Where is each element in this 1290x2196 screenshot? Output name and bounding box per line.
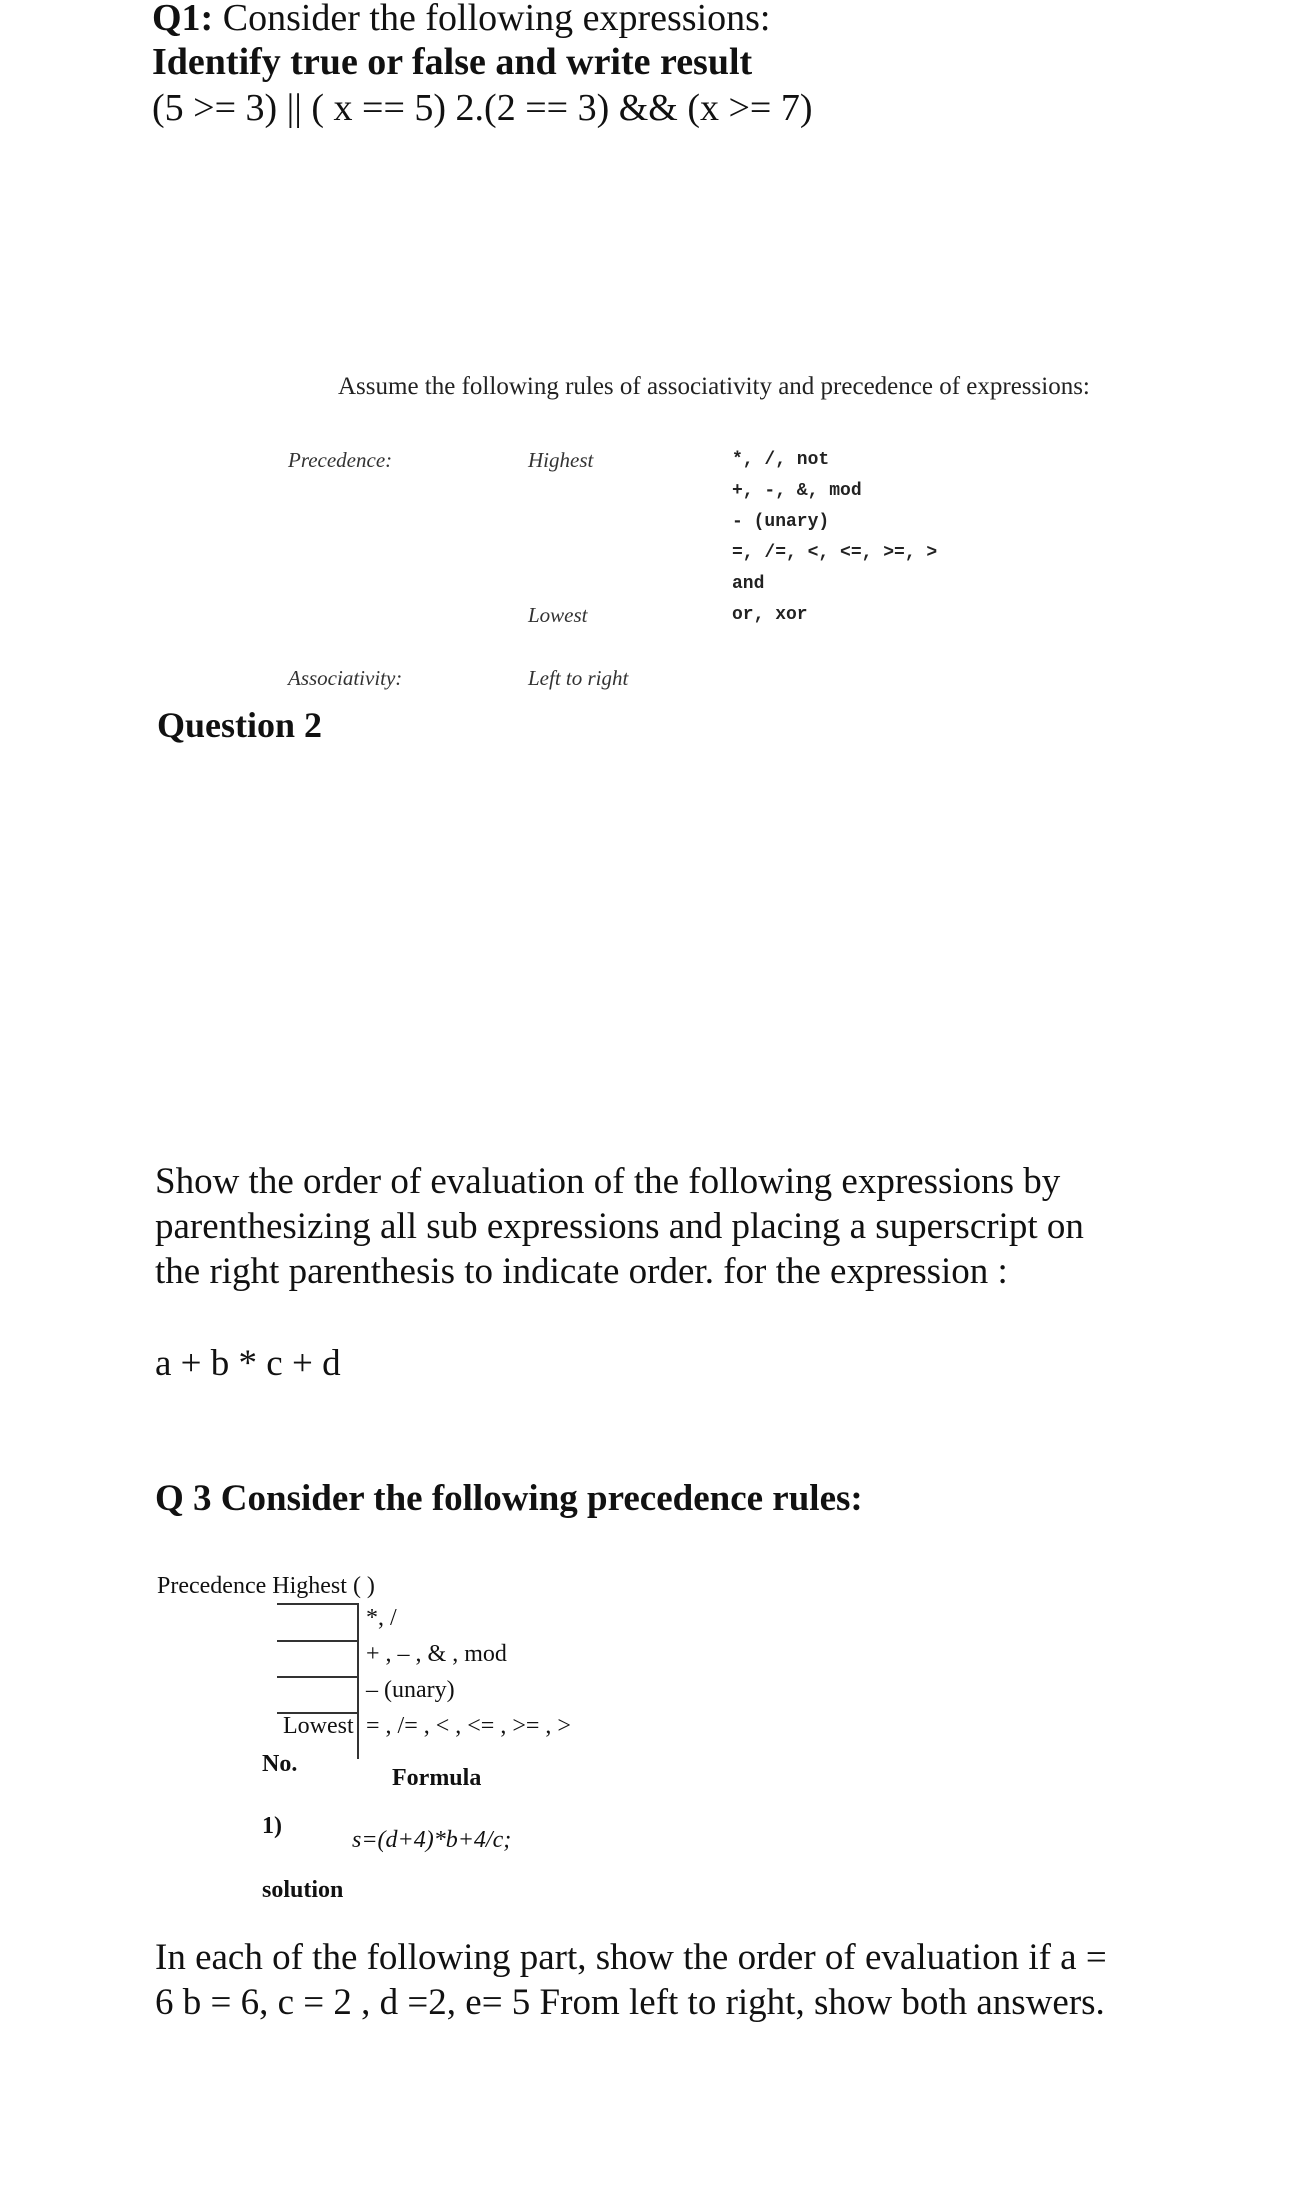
q1-subtitle: Identify true or false and write result	[152, 41, 753, 83]
rules-op-4: =, /=, <, <=, >=, >	[732, 543, 938, 563]
rules-op-3: - (unary)	[732, 512, 830, 532]
q3-level-2: + , – , & , mod	[366, 1641, 507, 1667]
rules-op-2: +, -, &, mod	[732, 481, 862, 501]
q2-instruction-line-1: Show the order of evaluation of the following expressions by	[155, 1161, 1061, 1202]
q3-lowest-ops: = , /= , < , <= , >= , >	[366, 1713, 571, 1739]
q3-level-line-2	[277, 1676, 359, 1678]
q2-title: Question 2	[157, 705, 323, 745]
q3-level-line-1	[277, 1640, 359, 1642]
rules-heading: Assume the following rules of associativity and precedence of expressions:	[338, 373, 1090, 400]
q3-precedence-row	[157, 1573, 375, 1600]
q3-precedence-label: Precedence	[157, 1573, 267, 1599]
rules-op-6: or, xor	[732, 605, 808, 625]
rules-highest-label: Highest	[528, 448, 594, 472]
rules-associativity-value: Left to right	[528, 666, 629, 690]
q3-underline-highest	[277, 1603, 357, 1605]
q3-paren-ops: ( )	[352, 1573, 375, 1599]
rules-op-5: and	[732, 574, 765, 594]
q2-expression: a + b * c + d	[155, 1343, 341, 1384]
q1-title-text: Consider the following expressions:	[213, 0, 771, 39]
q3-title: Q 3 Consider the following precedence rules:	[155, 1478, 863, 1519]
q2-instruction-line-2: parenthesizing all sub expressions and placing a superscript on	[155, 1206, 1084, 1247]
q3-final-instruction-line-2: 6 b = 6, c = 2 , d =2, e= 5 From left to right, show both answers.	[155, 1982, 1105, 2023]
rules-lowest-label: Lowest	[528, 603, 588, 627]
q3-table-header-no: No.	[262, 1751, 298, 1777]
q3-row-no: 1)	[262, 1813, 282, 1839]
rules-associativity-label: Associativity:	[288, 666, 403, 690]
q3-lowest-label: Lowest	[283, 1713, 354, 1739]
q1-label: Q1:	[152, 0, 214, 39]
q1-title	[152, 0, 771, 40]
q3-vertical-rule	[357, 1603, 359, 1759]
q3-solution-label: solution	[262, 1877, 344, 1903]
q3-row-formula: s=(d+4)*b+4/c;	[352, 1827, 512, 1853]
q3-highest-label: Highest	[272, 1573, 347, 1599]
q3-level-3: – (unary)	[366, 1677, 455, 1703]
rules-precedence-label: Precedence:	[288, 448, 393, 472]
q1-expression: (5 >= 3) || ( x == 5) 2.(2 == 3) && (x >= 7)	[152, 87, 813, 129]
q3-level-1: *, /	[366, 1605, 397, 1631]
q3-table-header-formula: Formula	[392, 1765, 482, 1791]
q3-final-instruction-line-1: In each of the following part, show the order of evaluation if a =	[155, 1937, 1107, 1978]
rules-op-1: *, /, not	[732, 450, 830, 470]
q2-instruction-line-3: the right parenthesis to indicate order. for the expression :	[155, 1251, 1008, 1292]
